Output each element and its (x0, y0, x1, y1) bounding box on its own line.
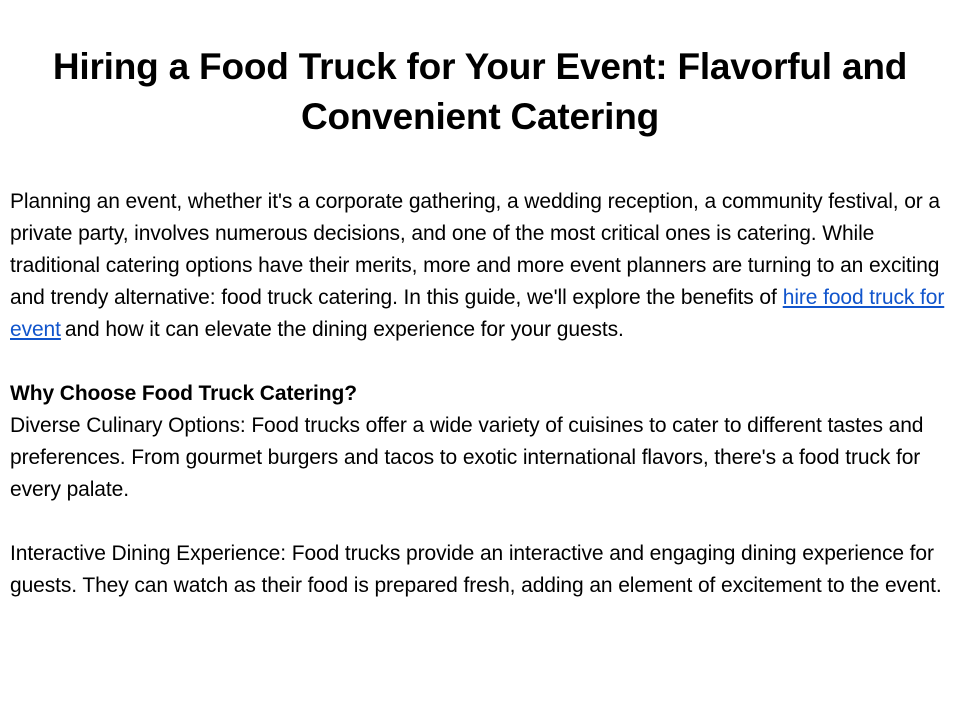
paragraph-spacer (10, 506, 950, 538)
paragraph-spacer (10, 346, 950, 378)
page-title: Hiring a Food Truck for Your Event: Flavorful and Convenient Catering (52, 46, 908, 137)
document-body (10, 186, 950, 602)
intro-text-after-link: and how it can elevate the dining experience for your guests. (64, 318, 624, 341)
interactive-dining-paragraph: Interactive Dining Experience: Food trucks provide an interactive and engaging dining experience for guests. They can watch as their food is prepared fresh, adding an element of excitement to the event. (10, 542, 942, 597)
diverse-options-paragraph: Diverse Culinary Options: Food trucks offer a wide variety of cuisines to cater to different tastes and preferences. From gourmet burgers and tacos to exotic international flavors, there's a food truck for every palate. (10, 414, 924, 501)
intro-paragraph (10, 186, 950, 346)
intro-text-before-link: Planning an event, whether it's a corporate gathering, a wedding reception, a community festival, or a private party, involves numerous decisions, and one of the most critical ones is catering. While traditional catering options have their merits, more and more event planners are turning to an exciting and trendy alternative: food truck catering. In this guide, we'll explore the benefits of (10, 190, 941, 309)
section-heading: Why Choose Food Truck Catering? (10, 382, 357, 405)
hire-food-truck-link[interactable]: hire food truck for event (10, 286, 945, 341)
